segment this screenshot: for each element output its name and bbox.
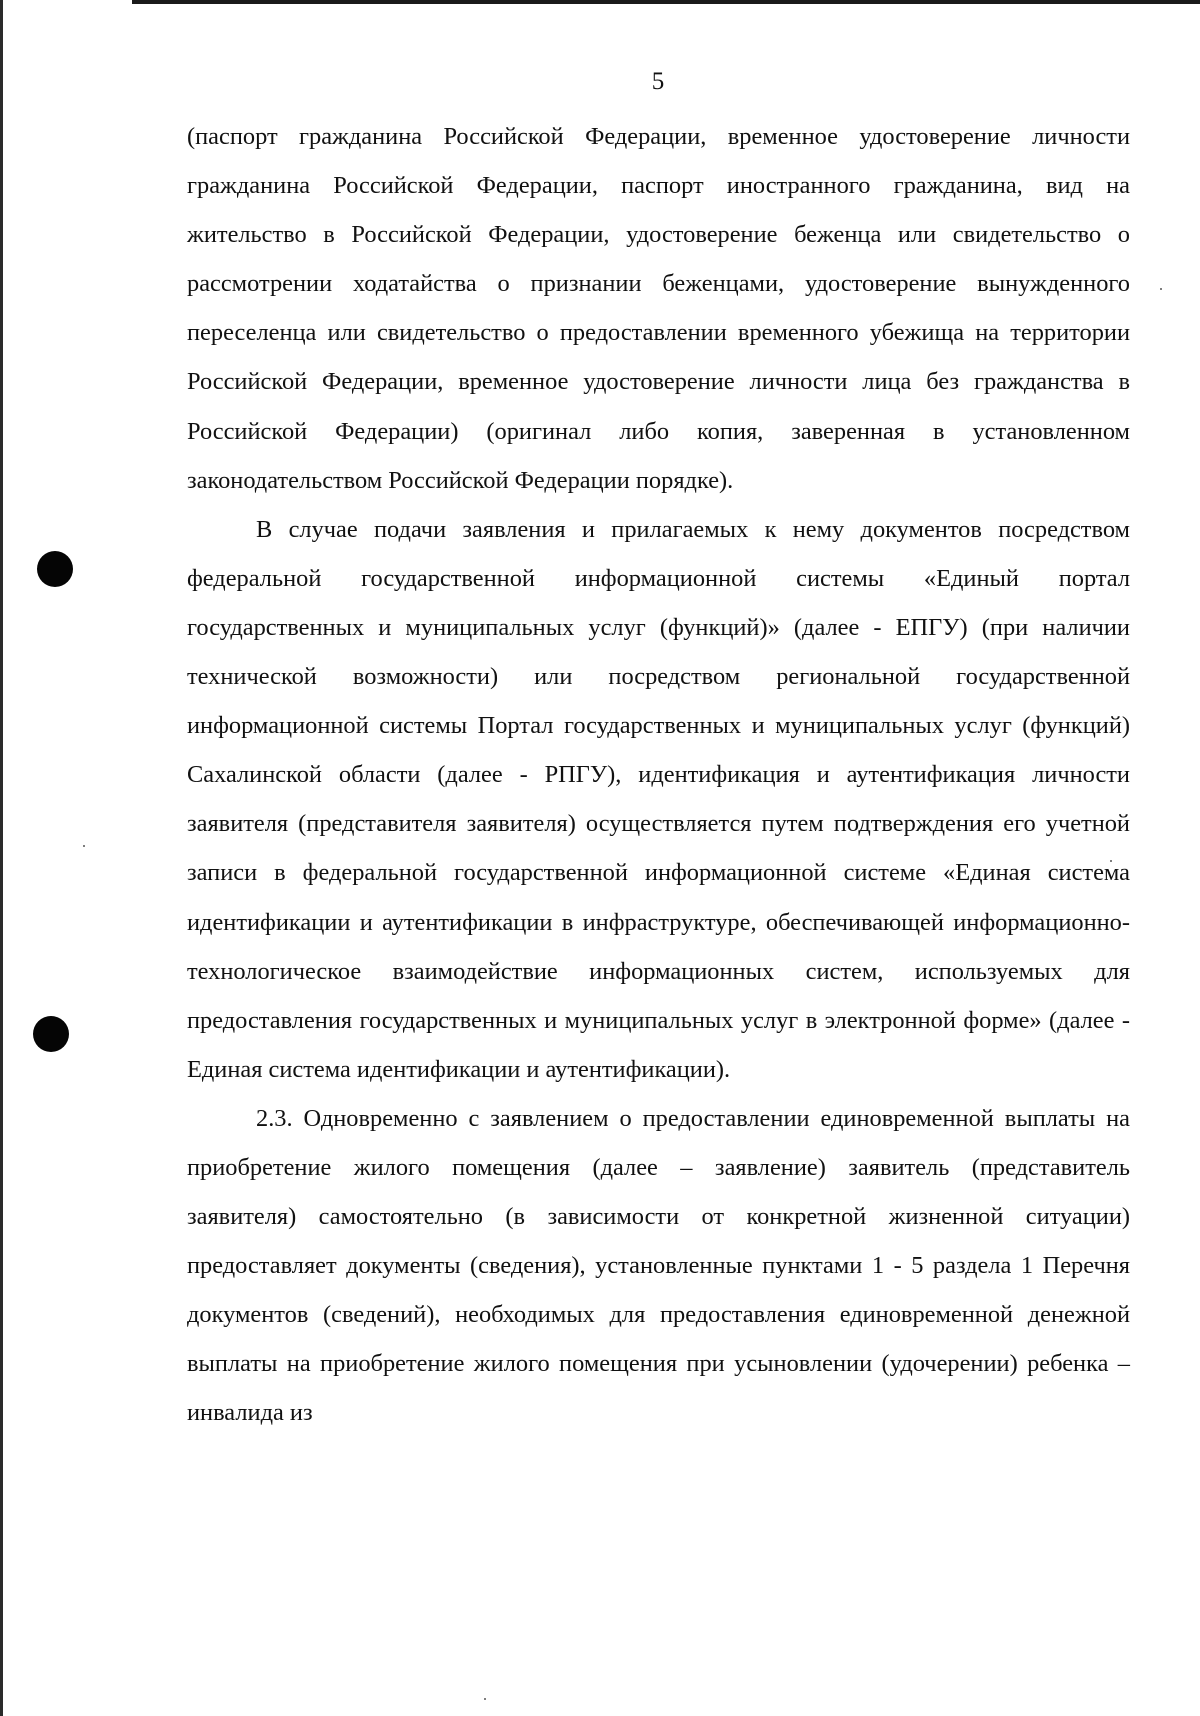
scan-top-border	[132, 0, 1200, 4]
punch-hole-mark	[33, 1016, 69, 1052]
scan-left-border	[0, 0, 3, 1716]
paragraph-identity-documents: (паспорт гражданина Российской Федерации, временное удостоверение личности гражданина Российской Федерации, паспорт иностранного гражданина, вид на жительство в Российской Федерации, удостоверение беженца или свидетельство о рассмотрении ходатайства о признании беженцами, удостоверение вынужденного переселенца или свидетельство о предоставлении временного убежища на территории Российской Федерации, временное удостоверение личности лица без гражданства в Российской Федерации) (оригинал либо копия, заверенная в установленном законодательством Российской Федерации порядке).	[187, 123, 1130, 494]
punch-hole-mark	[37, 551, 73, 587]
document-body	[187, 112, 1130, 1438]
scan-speck	[83, 845, 85, 847]
paragraph-electronic-submission: В случае подачи заявления и прилагаемых к нему документов посредством федеральной государственной информационной системы «Единый портал государственных и муниципальных услуг (функций)» (далее - ЕПГУ) (при наличии технической возможности) или посредством региональной государственной информационной системы Портал государственных и муниципальных услуг (функций) Сахалинской области (далее - РПГУ), идентификация и аутентификация личности заявителя (представителя заявителя) осуществляется путем подтверждения его учетной записи в федеральной государственной информационной системе «Единая система идентификации и аутентификации в инфраструктуре, обеспечивающей информационно-технологическое взаимодействие информационных систем, используемых для предоставления государственных и муниципальных услуг в электронной форме» (далее - Единая система идентификации и аутентификации).	[187, 515, 1130, 1083]
scan-speck	[1160, 288, 1162, 290]
page-number: 5	[651, 68, 665, 95]
scan-speck	[484, 1698, 486, 1700]
paragraph-section-2-3: 2.3. Одновременно с заявлением о предоставлении единовременной выплаты на приобретение жилого помещения (далее – заявление) заявитель (представитель заявителя) самостоятельно (в зависимости от конкретной жизненной ситуации) предоставляет документы (сведения), установленные пунктами 1 - 5 раздела 1 Перечня документов (сведений), необходимых для предоставления единовременной денежной выплаты на приобретение жилого помещения при усыновлении (удочерении) ребенка – инвалида из	[187, 1104, 1130, 1427]
